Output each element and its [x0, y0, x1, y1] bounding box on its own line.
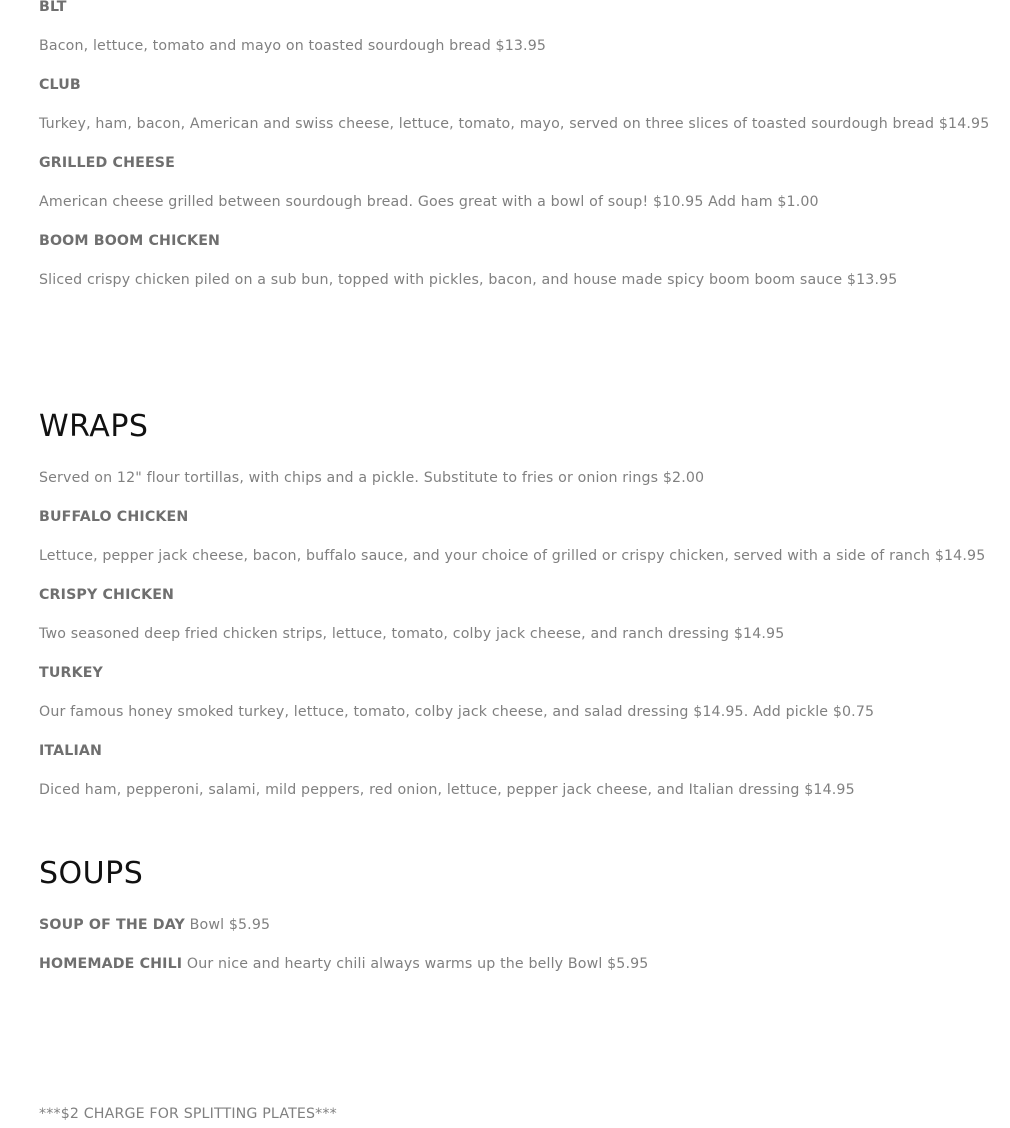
menu-item	[39, 955, 648, 973]
section-heading-wraps: WRAPS	[39, 409, 149, 444]
menu-item-name: ITALIAN	[39, 743, 103, 759]
menu-item-name: CRISPY CHICKEN	[39, 587, 175, 603]
menu-item-description: Our nice and hearty chili always warms up the belly Bowl $5.95	[186, 956, 649, 972]
menu-item-description: Bacon, lettuce, tomato and mayo on toasted sourdough bread $13.95	[39, 38, 547, 54]
menu-item-description: Sliced crispy chicken piled on a sub bun, topped with pickles, bacon, and house made spicy boom boom sauce $13.95	[39, 272, 898, 288]
menu-item-name: GRILLED CHEESE	[39, 155, 176, 171]
menu-item-description: Diced ham, pepperoni, salami, mild peppers, red onion, lettuce, pepper jack cheese, and Italian dressing $14.95	[39, 782, 855, 798]
menu-item-name: HOMEMADE CHILI	[39, 956, 183, 972]
menu-item-description: Two seasoned deep fried chicken strips, lettuce, tomato, colby jack cheese, and ranch dressing $14.95	[39, 626, 785, 642]
menu-item-description: Turkey, ham, bacon, American and swiss cheese, lettuce, tomato, mayo, served on three slices of toasted sourdough bread $14.95	[39, 116, 990, 132]
menu-item-description: Bowl $5.95	[189, 917, 271, 933]
menu-item-description: Lettuce, pepper jack cheese, bacon, buffalo sauce, and your choice of grilled or crispy chicken, served with a side of ranch $14.95	[39, 548, 986, 564]
footer-note: ***$2 CHARGE FOR SPLITTING PLATES***	[39, 1106, 337, 1122]
section-intro: Served on 12" flour tortillas, with chips and a pickle. Substitute to fries or onion rings $2.00	[39, 470, 705, 486]
menu-item-description: American cheese grilled between sourdough bread. Goes great with a bowl of soup! $10.95 Add ham $1.00	[39, 194, 819, 210]
menu-item-name: BLT	[39, 0, 67, 15]
menu-item-name: BOOM BOOM CHICKEN	[39, 233, 221, 249]
section-heading-soups: SOUPS	[39, 856, 144, 891]
menu-item-name: SOUP OF THE DAY	[39, 917, 185, 933]
menu-item-description: Our famous honey smoked turkey, lettuce, tomato, colby jack cheese, and salad dressing $14.95. Add pickle $0.75	[39, 704, 875, 720]
menu-item-name: CLUB	[39, 77, 81, 93]
menu-item	[39, 916, 270, 934]
menu-item-name: BUFFALO CHICKEN	[39, 509, 189, 525]
menu-item-name: TURKEY	[39, 665, 103, 681]
